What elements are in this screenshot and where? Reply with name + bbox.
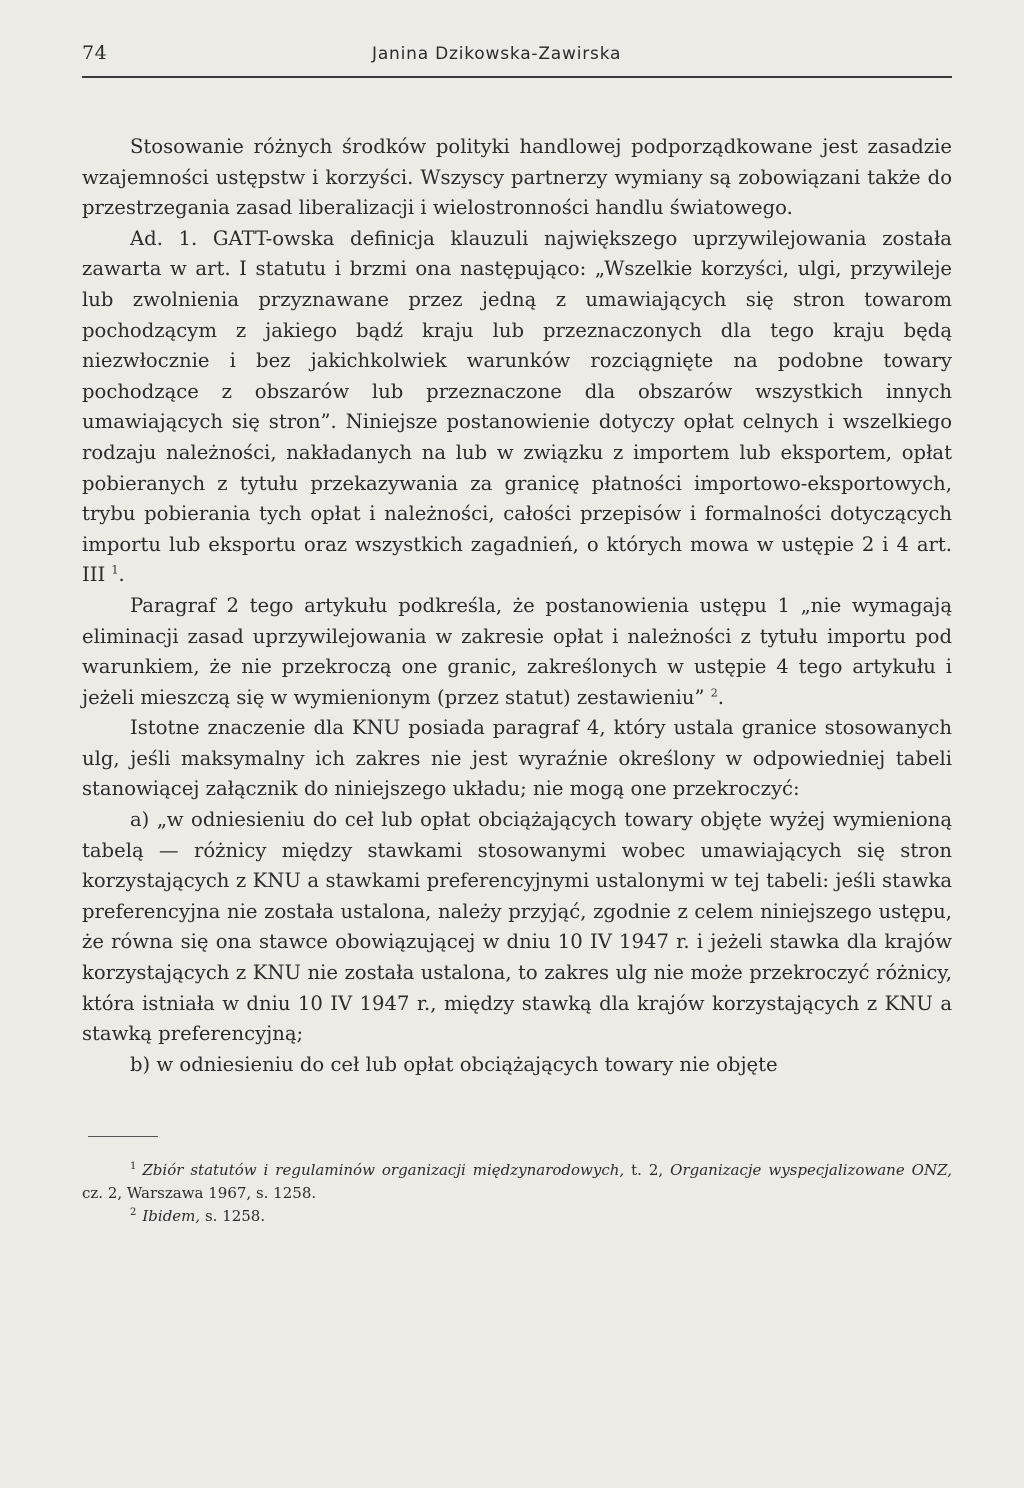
footnote-1-subtitle: Organizacje wyspecjalizowane ONZ, [670, 1161, 953, 1180]
page-number: 74 [82, 42, 108, 64]
paragraph-3-text: Paragraf 2 tego artykułu podkreśla, że postanowienia ustępu 1 „nie wymagają eliminacji zasad uprzywilejowania w zakresie opłat i należności z tytułu importu pod warunkiem, że nie przekroczą one granic, zakreślonych w ustępie 4 tego artykułu i jeżeli mieszczą się w wymienionym (przez statut) zestawieniu” [82, 593, 952, 709]
paragraph-2 [82, 224, 952, 591]
footnotes [82, 1159, 952, 1228]
paragraph-6-item-b: b) w odniesieniu do ceł lub opłat obciążających towary nie objęte [130, 1052, 778, 1076]
footnote-1-mark: 1 [130, 1161, 137, 1173]
running-header-author: Janina Dzikowska-Zawirska [372, 44, 622, 64]
paragraph-2-end: . [118, 563, 125, 587]
paragraph-4: Istotne znaczenie dla KNU posiada paragraf 4, który ustala granice stosowanych ulg, jeśli maksymalny ich zakres nie jest wyraźnie określony w odpowiedniej tabeli stanowiącej załącznik do niniejszego układu; nie mogą one przekroczyć: [82, 716, 952, 801]
footnote-2-mark: 2 [130, 1207, 137, 1219]
footnote-1-details: cz. 2, Warszawa 1967, s. 1258. [82, 1184, 317, 1203]
paragraph-2-text: Ad. 1. GATT-owska definicja klauzuli największego uprzywilejowania została zawarta w art. I statutu i brzmi ona następująco: „Wszelkie korzyści, ulgi, przywileje lub zwolnienia przyznawane przez jedną z umawiających się stron towarom pochodzącym z jakiego bądź kraju lub przeznaczonych dla tego kraju będą niezwłocznie i bez jakichkolwiek warunków rozciągnięte na podobne towary pochodzące z obszarów lub przeznaczone dla obszarów wszystkich innych umawiających się stron”. Niniejsze postanowienie dotyczy opłat celnych i wszelkiego rodzaju należności, nakładanych na lub w związku z importem lub eksportem, opłat pobieranych z tytułu przekazywania za granicę płatności importowo-eksportowych, trybu pobierania tych opłat i należności, całości przepisów i formalności dotyczących importu lub eksportu oraz wszystkich zagadnień, o których mowa w ustępie 2 i 4 art. III [82, 226, 952, 587]
paragraph-5-item-a: a) „w odniesieniu do ceł lub opłat obciążających towary objęte wyżej wymienioną tabelą — różnicy między stawkami stosowanymi wobec umawiających się stron korzystających z KNU a stawkami preferencyjnymi ustalonymi w tej tabeli: jeśli stawka preferencyjna nie została ustalona, należy przyjąć, zgodnie z celem niniejszego ustępu, że równa się ona stawce obowiązującej w dniu 10 IV 1947 r. i jeżeli stawka dla krajów korzystających z KNU nie została ustalona, to zakres ulg nie może przekroczyć różnicy, która istniała w dniu 10 IV 1947 r., między stawką dla krajów korzystających z KNU a stawką preferencyjną; [82, 808, 952, 1046]
footnote-separator [88, 1136, 158, 1137]
paragraph-1: Stosowanie różnych środków polityki handlowej podporządkowane jest zasadzie wzajemności ustępstw i korzyści. Wszyscy partnerzy wymiany są zobowiązani także do przestrzegania zasad liberalizacji i wielostronności handlu światowego. [82, 135, 952, 220]
paragraph-3 [82, 591, 952, 713]
footnote-reference-2: 2 [710, 686, 718, 700]
paragraph-3-end: . [717, 685, 725, 709]
footnote-1-volume: t. 2, [624, 1161, 671, 1180]
footnote-2-ibidem: Ibidem, [142, 1207, 201, 1226]
footnote-2-details: s. 1258. [200, 1207, 266, 1226]
footnote-1-title: Zbiór statutów i regulaminów organizacji międzynarodowych, [142, 1161, 625, 1180]
body-text [82, 132, 952, 1080]
footnote-1 [82, 1159, 952, 1205]
footnote-2 [82, 1205, 952, 1228]
footnote-reference-1: 1 [111, 563, 119, 577]
running-header [82, 36, 952, 78]
